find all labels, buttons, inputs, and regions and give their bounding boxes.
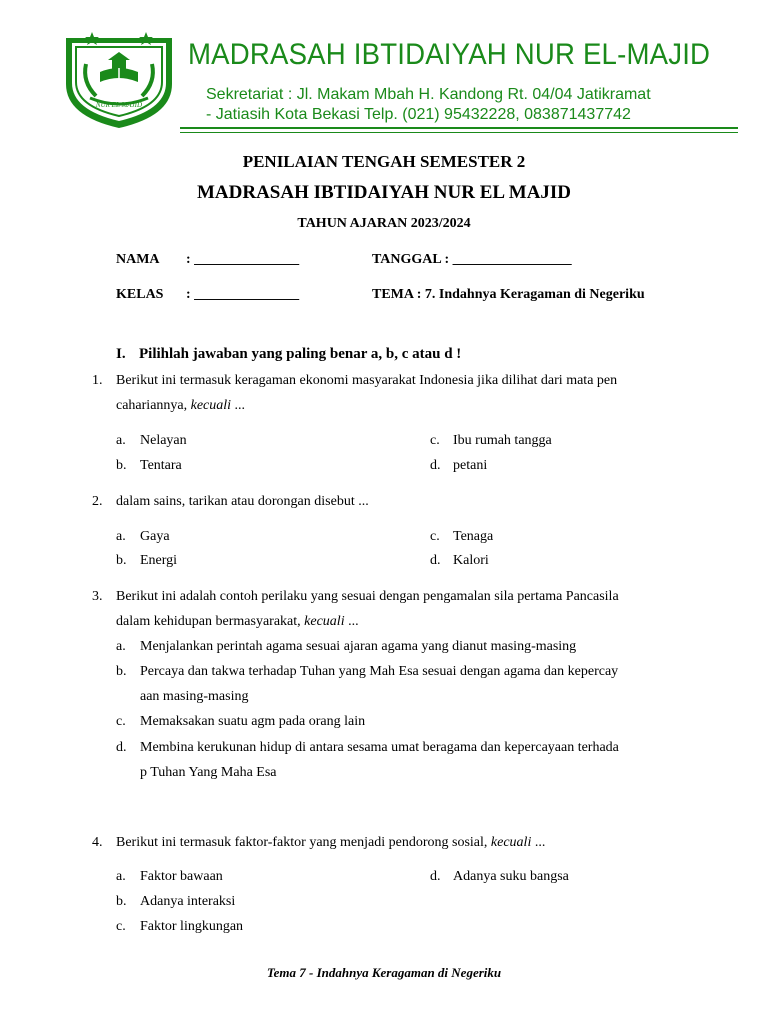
question-3-option-b-cont: aan masing-masing	[140, 689, 249, 704]
question-3-number: 3.	[92, 589, 103, 604]
question-2-option-d[interactable]: d. Kalori	[430, 553, 489, 568]
question-1-text: Berikut ini termasuk keragaman ekonomi masyarakat Indonesia jika dilihat dari mata pen	[116, 373, 618, 388]
school-logo	[56, 24, 182, 130]
logo-lettering: NUR EL MAJID	[95, 101, 143, 109]
question-4-number: 4.	[92, 835, 103, 850]
question-3-text: Berikut ini adalah contoh perilaku yang sesuai dengan pengamalan sila pertama Pancasila	[116, 589, 619, 604]
kelas-field[interactable]: : _______________	[186, 287, 300, 302]
kelas-label: KELAS	[116, 287, 164, 302]
question-3-option-d-cont: p Tuhan Yang Maha Esa	[140, 765, 277, 780]
question-2-option-a[interactable]: a. Gaya	[116, 529, 170, 544]
tema-field: TEMA : 7. Indahnya Keragaman di Negeriku	[372, 287, 645, 302]
question-1-text-cont: cahariannya, kecuali ...	[116, 398, 246, 413]
question-2-number: 2.	[92, 494, 103, 509]
section-instruction: Pilihlah jawaban yang paling benar a, b, c atau d !	[139, 346, 462, 362]
question-1-option-c[interactable]: c. Ibu rumah tangga	[430, 433, 552, 448]
question-3-option-c[interactable]: c. Memaksakan suatu agm pada orang lain	[116, 714, 366, 729]
nama-field[interactable]: : _______________	[186, 252, 300, 267]
question-2-text: dalam sains, tarikan atau dorongan disebut ...	[116, 494, 369, 509]
question-2-option-c[interactable]: c. Tenaga	[430, 529, 494, 544]
question-1-option-d[interactable]: d. petani	[430, 458, 488, 473]
question-3-option-a[interactable]: a. Menjalankan perintah agama sesuai ajaran agama yang dianut masing-masing	[116, 639, 577, 654]
question-3-text-cont: dalam kehidupan bermasyarakat, kecuali ...	[116, 614, 359, 629]
question-1-option-a[interactable]: a. Nelayan	[116, 433, 187, 448]
page-footer: Tema 7 - Indahnya Keragaman di Negeriku	[266, 965, 502, 980]
address-line-2: - Jatiasih Kota Bekasi Telp. (021) 95432228, 083871437742	[206, 106, 631, 123]
question-4-option-b[interactable]: b. Adanya interaksi	[116, 894, 236, 909]
tanggal-field[interactable]: TANGGAL : _________________	[372, 252, 572, 267]
exam-title: PENILAIAN TENGAH SEMESTER 2	[242, 152, 526, 171]
question-3-option-b[interactable]: b. Percaya dan takwa terhadap Tuhan yang Mah Esa sesuai dengan agama dan kepercay	[116, 664, 619, 679]
academic-year: TAHUN AJARAN 2023/2024	[297, 216, 471, 231]
question-4-option-a[interactable]: a. Faktor bawaan	[116, 869, 223, 884]
header-rule-thin	[180, 132, 738, 133]
question-3-option-d[interactable]: d. Membina kerukunan hidup di antara sesama umat beragama dan kepercayaan terhada	[116, 740, 619, 755]
question-2-option-b[interactable]: b. Energi	[116, 553, 178, 568]
header-rule	[180, 127, 738, 129]
question-4-text: Berikut ini termasuk faktor-faktor yang menjadi pendorong sosial, kecuali ...	[116, 835, 546, 850]
school-title: MADRASAH IBTIDAIYAH NUR EL MAJID	[196, 182, 572, 203]
question-1-number: 1.	[92, 373, 103, 388]
school-name: MADRASAH IBTIDAIYAH NUR EL-MAJID	[188, 38, 711, 71]
question-1-option-b[interactable]: b. Tentara	[116, 458, 182, 473]
nama-label: NAMA	[116, 252, 160, 267]
question-4-option-c[interactable]: c. Faktor lingkungan	[116, 919, 244, 934]
address-line-1: Sekretariat : Jl. Makam Mbah H. Kandong Rt. 04/04 Jatikramat	[206, 86, 651, 103]
section-number: I.	[116, 346, 126, 362]
question-4-option-d[interactable]: d. Adanya suku bangsa	[430, 869, 569, 884]
